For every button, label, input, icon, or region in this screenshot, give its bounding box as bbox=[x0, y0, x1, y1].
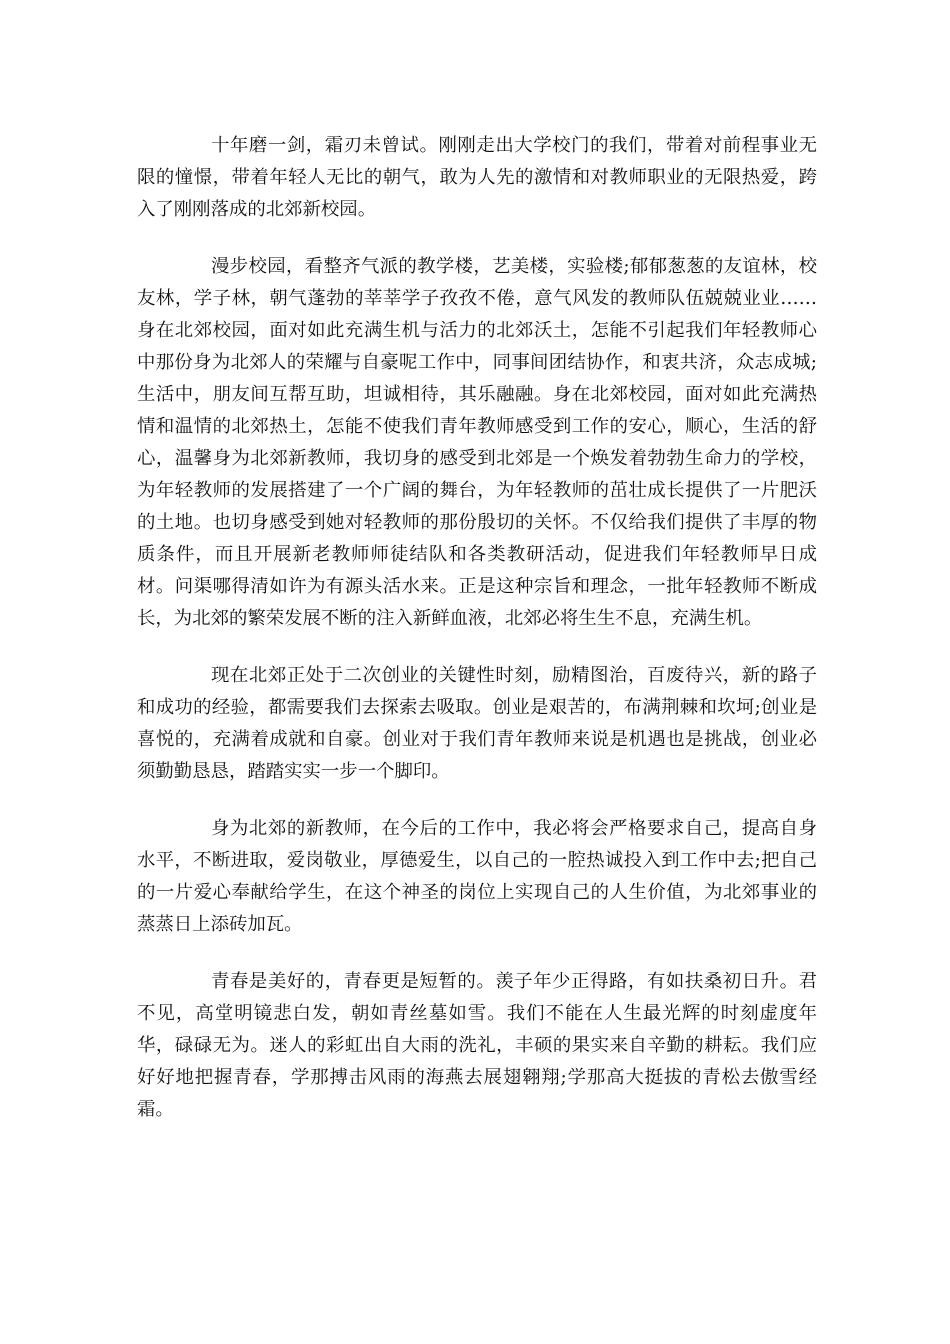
paragraph-2: 漫步校园，看整齐气派的教学楼，艺美楼，实验楼;郁郁葱葱的友谊林，校友林，学子林，朝气蓬勃的莘莘学子孜孜不倦，意气风发的教师队伍兢兢业业……身在北郊校园，面对如此充满生机与活力的北郊沃土，怎能不引起我们年轻教师心中那份身为北郊人的荣耀与自豪呢工作中，同事间团结协作，和衷共济，众志成城;生活中，朋友间互帮互助，坦诚相待，其乐融融。身在北郊校园，面对如此充满热情和温情的北郊热土，怎能不使我们青年教师感受到工作的安心，顺心，生活的舒心，温馨身为北郊新教师，我切身的感受到北郊是一个焕发着勃勃生命力的学校，为年轻教师的发展搭建了一个广阔的舞台，为年轻教师的茁壮成长提供了一片肥沃的土地。也切身感受到她对轻教师的那份殷切的关怀。不仅给我们提供了丰厚的物质条件，而且开展新老教师师徒结队和各类教研活动，促进我们年轻教师早日成材。问渠哪得清如许为有源头活水来。正是这种宗旨和理念，一批年轻教师不断成长，为北郊的繁荣发展不断的注入新鲜血液，北郊必将生生不息，充满生机。 bbox=[137, 256, 817, 629]
paragraph-5: 青春是美好的，青春更是短暂的。羡子年少正得路，有如扶桑初日升。君不见，高堂明镜悲白发，朝如青丝墓如雪。我们不能在人生最光辉的时刻虚度年华，碌碌无为。迷人的彩虹出自大雨的洗礼，丰硕的果实来自辛勤的耕耘。我们应好好地把握青春，学那搏击风雨的海燕去展翅翱翔;学那高大挺拔的青松去傲雪经霜。 bbox=[137, 971, 817, 1120]
paragraph-1: 十年磨一剑，霜刃未曾试。刚刚走出大学校门的我们，带着对前程事业无限的憧憬，带着年轻人无比的朝气，敢为人先的激情和对教师职业的无限热爱，跨入了刚刚落成的北郊新校园。 bbox=[137, 135, 817, 220]
paragraph-3: 现在北郊正处于二次创业的关键性时刻，励精图治，百废待兴，新的路子和成功的经验，都需要我们去探索去吸取。创业是艰苦的，布满荆棘和坎坷;创业是喜悦的，充满着成就和自豪。创业对于我们青年教师来说是机遇也是挑战，创业必须勤勤恳恳，踏踏实实一步一个脚印。 bbox=[137, 665, 817, 782]
document-body bbox=[137, 130, 817, 1151]
paragraph-4: 身为北郊的新教师，在今后的工作中，我必将会严格要求自己，提高自身水平，不断进取，爱岗敬业，厚德爱生，以自己的一腔热诚投入到工作中去;把自己的一片爱心奉献给学生，在这个神圣的岗位上实现自己的人生价值，为北郊事业的蒸蒸日上添砖加瓦。 bbox=[137, 818, 817, 935]
